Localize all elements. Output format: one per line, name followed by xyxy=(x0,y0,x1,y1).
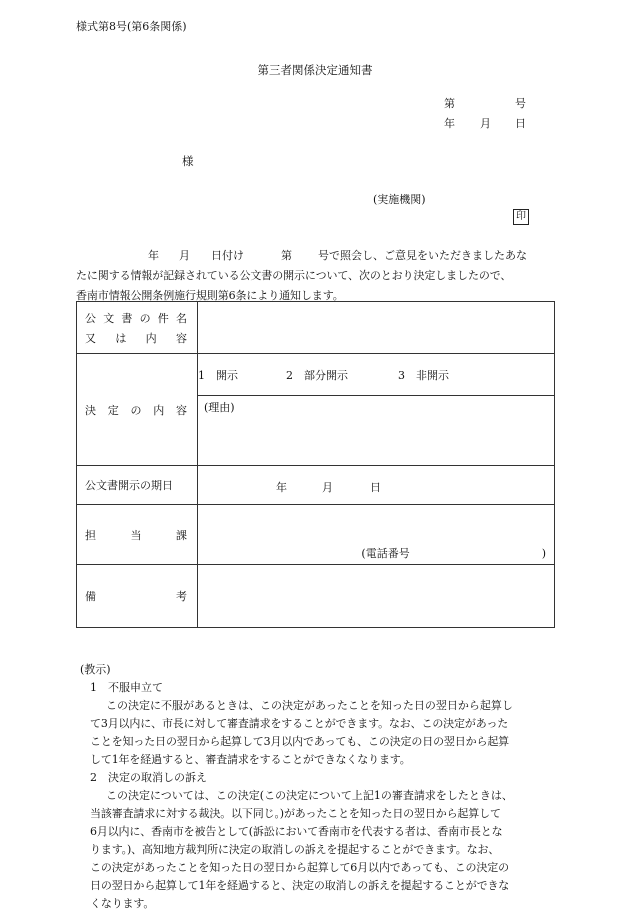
date-day: 日 xyxy=(515,117,526,130)
intro-number-prefix: 第 xyxy=(281,249,292,262)
note-2-line: この決定があったことを知った日の翌日から起算して6月以内であっても、この決定の xyxy=(90,861,509,874)
disclosure-year: 年 xyxy=(276,481,287,494)
note-2-line: 当該審査請求に対する裁決。以下同じ。)があったことを知った日の翌日から起算して xyxy=(90,807,501,820)
intro-year: 年 xyxy=(148,249,159,262)
intro-line-2: たに関する情報が記録されている公文書の開示について、次のとおり決定しましたので、 xyxy=(76,269,512,282)
intro-line-3: 香南市情報公開条例施行規則第6条により通知します。 xyxy=(76,289,344,302)
note-1-line: ことを知った日の翌日から起算して3月以内であっても、この決定の日の翌日から起算 xyxy=(90,735,510,748)
disclosure-day: 日 xyxy=(370,481,381,494)
note-2-line: ります。)、高知地方裁判所に決定の取消しの訴えを提起することができます。なお、 xyxy=(90,843,500,856)
note-1-line: して1年を経過すると、審査請求をすることができなくなります。 xyxy=(90,753,411,766)
option-partial-disclose[interactable]: 2 部分開示 xyxy=(286,368,348,382)
date-month: 月 xyxy=(480,117,491,130)
decision-table xyxy=(76,301,555,628)
note-2-line: 6月以内に、香南市を被告として(訴訟において香南市を代表する者は、香南市長とな xyxy=(90,825,503,838)
option-non-disclose[interactable]: 3 非開示 xyxy=(398,368,449,382)
note-1-line: この決定に不服があるときは、この決定があったことを知った日の翌日から起算し xyxy=(106,699,513,712)
intro-paragraph xyxy=(76,246,554,306)
row-disclosure-date xyxy=(77,466,555,505)
label-remarks: 備 考 xyxy=(77,565,198,628)
remarks-cell[interactable] xyxy=(198,565,555,628)
value-document-name[interactable] xyxy=(198,302,555,354)
decision-options xyxy=(198,354,555,396)
label-decision: 決 定 の 内 容 xyxy=(77,354,198,466)
row-remarks xyxy=(77,565,555,628)
note-2-title: 2 決定の取消しの訴え xyxy=(90,771,207,784)
note-2-line: この決定については、この決定(この決定について上記1の審査請求をしたときは、 xyxy=(106,789,513,802)
option-disclose[interactable]: 1 開示 xyxy=(198,368,238,382)
label-disclosure-date: 公文書開示の期日 xyxy=(77,466,198,505)
note-1-line: て3月以内に、市長に対して審査請求をすることができます。なお、この決定があった xyxy=(90,717,509,730)
row-decision-options xyxy=(77,354,555,396)
intro-date-suffix: 日付け xyxy=(211,249,244,262)
reason-cell[interactable] xyxy=(198,396,555,466)
disclosure-month: 月 xyxy=(322,481,333,494)
intro-line-1 xyxy=(76,246,554,266)
form-number: 様式第8号(第6条関係) xyxy=(76,20,187,33)
note-2-line: 日の翌日から起算して1年を経過すると、決定の取消しの訴えを提起することができな xyxy=(90,879,510,892)
note-1-title: 1 不服申立て xyxy=(90,681,163,694)
note-2-line: くなります。 xyxy=(90,897,155,910)
disclosure-date-cell[interactable] xyxy=(198,466,555,505)
notes-heading: (教示) xyxy=(80,663,111,676)
reason-label: (理由) xyxy=(204,401,235,414)
intro-month: 月 xyxy=(179,249,190,262)
intro-line-1-rest: 号で照会し、ご意見をいただきましたあな xyxy=(318,249,527,262)
number-suffix: 号 xyxy=(515,97,526,110)
instruction-notes xyxy=(76,661,556,913)
label-document-name: 公 文 書 の 件 名 又 は 内 容 xyxy=(77,302,198,354)
addressee-suffix: 様 xyxy=(182,154,194,168)
row-document-name xyxy=(77,302,555,354)
seal-mark: 印 xyxy=(513,209,529,225)
agency-label: (実施機関) xyxy=(373,193,426,206)
date-year: 年 xyxy=(444,117,455,130)
label-department: 担 当 課 xyxy=(77,505,198,565)
department-cell[interactable] xyxy=(198,505,555,565)
document-title: 第三者関係決定通知書 xyxy=(257,63,373,77)
phone-label: (電話番号 ) xyxy=(361,547,546,560)
row-department xyxy=(77,505,555,565)
number-prefix: 第 xyxy=(444,97,455,110)
